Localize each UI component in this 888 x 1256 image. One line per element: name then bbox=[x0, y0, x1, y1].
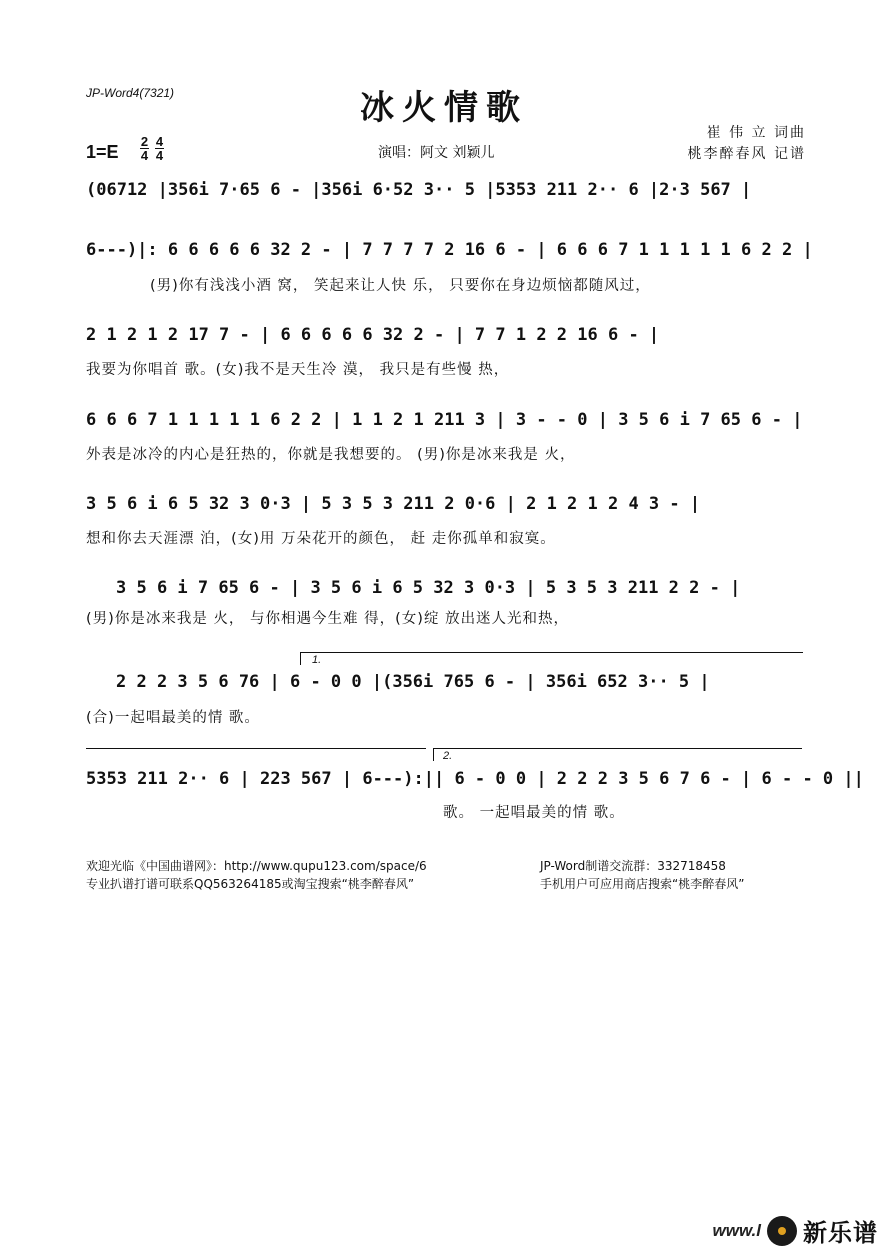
lyricist-composer: 崔 伟 立 词曲 bbox=[706, 125, 806, 141]
lyric-line: 想和你去天涯漂 泊，(女)用 万朵花开的颜色， 赶 走你孤单和寂寞。 bbox=[86, 531, 556, 547]
time-signature-first bbox=[140, 135, 149, 162]
notation-line: 2 1 2 1 2 17 7 - | 6 6 6 6 6 32 2 - | 7 7 1 2 2 16 6 - | bbox=[86, 325, 660, 345]
volta-bracket-second bbox=[433, 748, 802, 761]
time-signature-second bbox=[155, 135, 164, 162]
notation-line: (06712 |356i 7·65 6 - |356i 6·52 3·· 5 |5353 211 2·· 6 |2·3 567 | bbox=[86, 180, 752, 200]
lyric-line: (男)你是冰来我是 火， 与你相遇今生难 得，(女)绽 放出迷人光和热， bbox=[86, 611, 570, 627]
notation-line: 6 6 6 7 1 1 1 1 1 6 2 2 | 1 1 2 1 211 3 | 3 - - 0 | 3 5 6 i 7 65 6 - | bbox=[86, 410, 803, 430]
notation-line: 6---)|: 6 6 6 6 6 32 2 - | 7 7 7 7 2 16 6 - | 6 6 6 7 1 1 1 1 1 6 2 2 | bbox=[86, 240, 813, 260]
time-signature bbox=[140, 135, 164, 162]
time-sig-top: 2 bbox=[140, 134, 149, 149]
watermark-brand: 新乐谱 bbox=[803, 1219, 878, 1247]
watermark bbox=[713, 1213, 879, 1248]
song-title: 冰火情歌 bbox=[360, 88, 528, 128]
time-sig-top: 4 bbox=[155, 134, 164, 149]
notation-line: 5353 211 2·· 6 | 223 567 | 6---):|| 6 - 0 0 | 2 2 2 3 5 6 7 6 - | 6 - - 0 || bbox=[86, 769, 864, 789]
software-label: JP-Word4(7321) bbox=[86, 86, 175, 100]
time-sig-bottom: 4 bbox=[140, 148, 149, 163]
footer-group: JP-Word制谱交流群：332718458 bbox=[540, 859, 726, 873]
notation-line: 3 5 6 i 6 5 32 3 0·3 | 5 3 5 3 211 2 0·6 | 2 1 2 1 2 4 3 - | bbox=[86, 494, 701, 514]
volta-label: 2. bbox=[443, 750, 453, 762]
lyric-line: (男)你有浅浅小酒 窝， 笑起来让人快 乐， 只要你在身边烦恼都随风过， bbox=[150, 278, 651, 294]
footer-welcome: 欢迎光临《中国曲谱网》：http://www.qupu123.com/space/6 bbox=[86, 859, 427, 873]
footer-mobile: 手机用户可应用商店搜索“桃李醉春风” bbox=[540, 877, 745, 891]
singers: 演唱：阿文 刘颖儿 bbox=[378, 145, 495, 161]
footer-contact: 专业扒谱打谱可联系QQ563264185或淘宝搜索“桃李醉春风” bbox=[86, 877, 415, 891]
key-signature: 1=E bbox=[86, 142, 119, 162]
lyric-line: 歌。 一起唱最美的情 歌。 bbox=[443, 805, 625, 821]
notation-line: 3 5 6 i 7 65 6 - | 3 5 6 i 6 5 32 3 0·3 | 5 3 5 3 211 2 2 - | bbox=[116, 578, 741, 598]
volta-label: 1. bbox=[312, 654, 322, 666]
transcriber: 桃李醉春风 记谱 bbox=[687, 146, 806, 162]
lyric-line: 我要为你唱首 歌。(女)我不是天生冷 漠， 我只是有些慢 热， bbox=[86, 362, 510, 378]
vinyl-record-icon bbox=[767, 1216, 797, 1246]
time-sig-bottom: 4 bbox=[155, 148, 164, 163]
volta-bracket-continuation bbox=[86, 748, 426, 761]
watermark-url: www.l bbox=[712, 1220, 761, 1240]
lyric-line: 外表是冰冷的内心是狂热的，你就是我想要的。 (男)你是冰来我是 火， bbox=[86, 447, 576, 463]
notation-line: 2 2 2 3 5 6 76 | 6 - 0 0 |(356i 765 6 - | 356i 652 3·· 5 | bbox=[116, 672, 710, 692]
volta-bracket-first bbox=[300, 652, 803, 665]
lyric-line: (合)一起唱最美的情 歌。 bbox=[86, 710, 260, 726]
